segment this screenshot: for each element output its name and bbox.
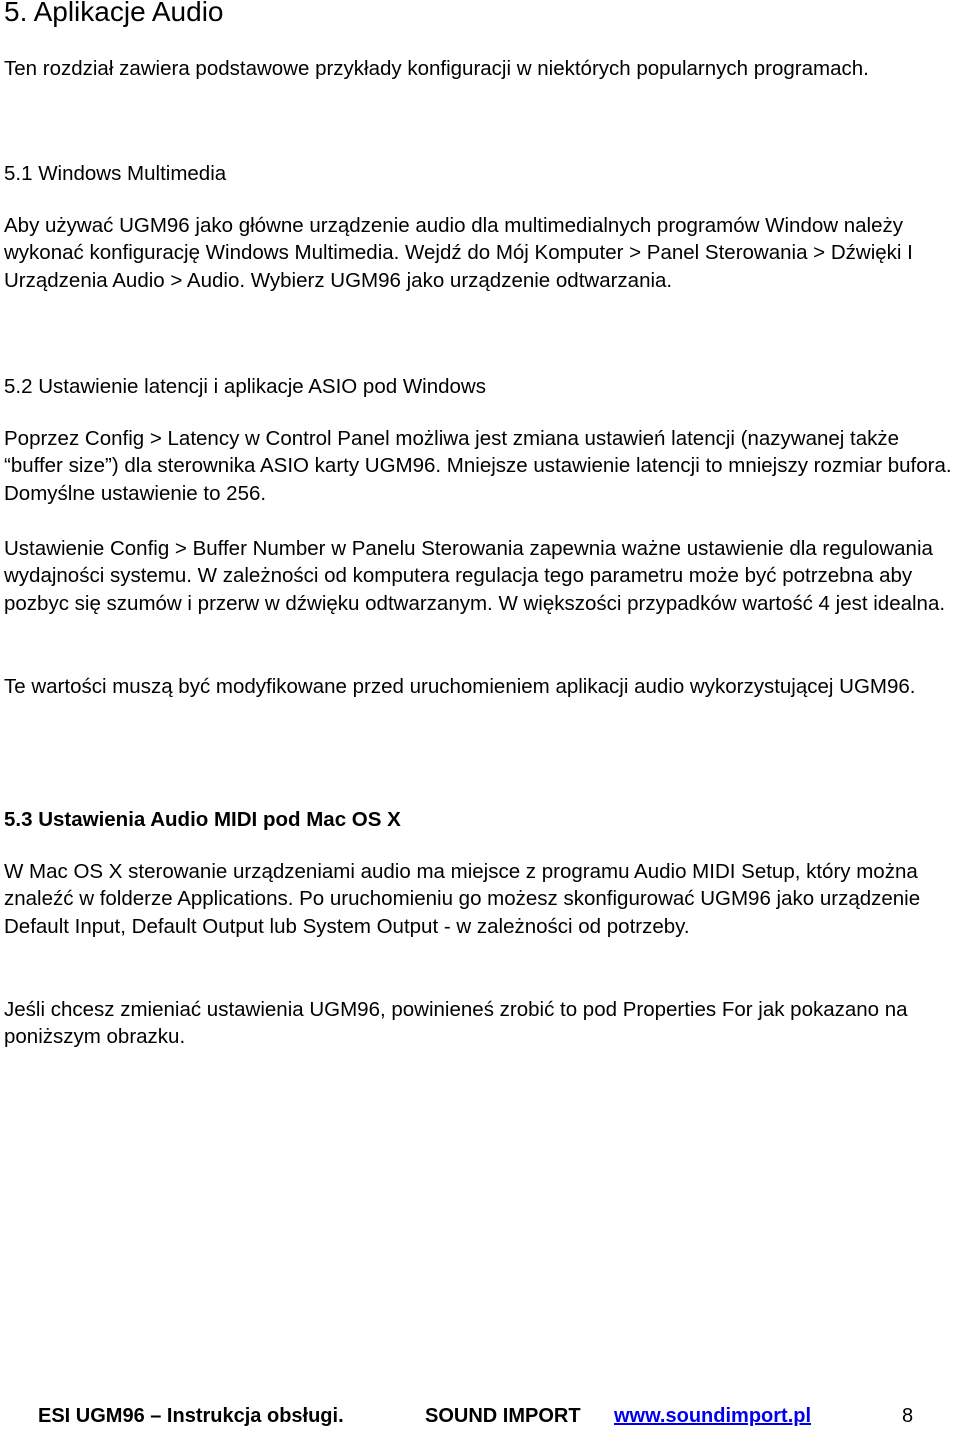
section-5-3-paragraph-2: Jeśli chcesz zmieniać ustawienia UGM96, powinieneś zrobić to pod Properties For jak pokazano na poniższym obrazku. — [4, 998, 908, 1049]
section-5-2-paragraph-2: Ustawienie Config > Buffer Number w Panelu Sterowania zapewnia ważne ustawienie dla regulowania wydajności systemu. W zależności od komputera regulacja tego parametru może być potrzebna aby pozbyc się szumów i przerw w dźwięku odtwarzanym. W większości przypadków wartość 4 jest idealna. — [4, 537, 946, 615]
section-5-2-paragraph-3: Te wartości muszą być modyfikowane przed uruchomieniem aplikacji audio wykorzystującej UGM96. — [4, 675, 916, 698]
section-5-3-paragraph-1: W Mac OS X sterowanie urządzeniami audio ma miejsce z programu Audio MIDI Setup, który można znaleźć w folderze Applications. Po uruchomieniu go możesz skonfigurować UGM96 jako urządzenie Default Input, Default Output lub System Output - w zależności od potrzeby. — [4, 860, 921, 938]
page-footer — [0, 1402, 960, 1430]
footer-brand: SOUND IMPORT — [425, 1405, 581, 1427]
section-5-2-paragraph-1: Poprzez Config > Latency w Control Panel możliwa jest zmiana ustawień latencji (nazywanej także “buffer size”) dla sterownika ASIO karty UGM96. Mniejsze ustawienie latencji to mniejszy rozmiar bufora. Domyślne ustawienie to 256. — [4, 427, 952, 505]
footer-page-number: 8 — [902, 1405, 914, 1427]
section-5-1-title: 5.1 Windows Multimedia — [4, 162, 227, 185]
footer-website-link[interactable]: www.soundimport.pl — [614, 1405, 812, 1427]
section-5-1-paragraph: Aby używać UGM96 jako główne urządzenie audio dla multimedialnych programów Window należy wykonać konfigurację Windows Multimedia. Wejdź do Mój Komputer > Panel Sterowania > Dźwięki I Urządzenia Audio > Audio. Wybierz UGM96 jako urządzenie odtwarzania. — [4, 214, 913, 292]
chapter-heading: 5. Aplikacje Audio — [4, 0, 224, 27]
section-5-3-title: 5.3 Ustawienia Audio MIDI pod Mac OS X — [4, 808, 401, 831]
footer-manual-title: ESI UGM96 – Instrukcja obsługi. — [38, 1405, 344, 1427]
intro-paragraph: Ten rozdział zawiera podstawowe przykłady konfiguracji w niektórych popularnych programach. — [4, 57, 869, 80]
section-5-2-title: 5.2 Ustawienie latencji i aplikacje ASIO pod Windows — [4, 375, 486, 398]
